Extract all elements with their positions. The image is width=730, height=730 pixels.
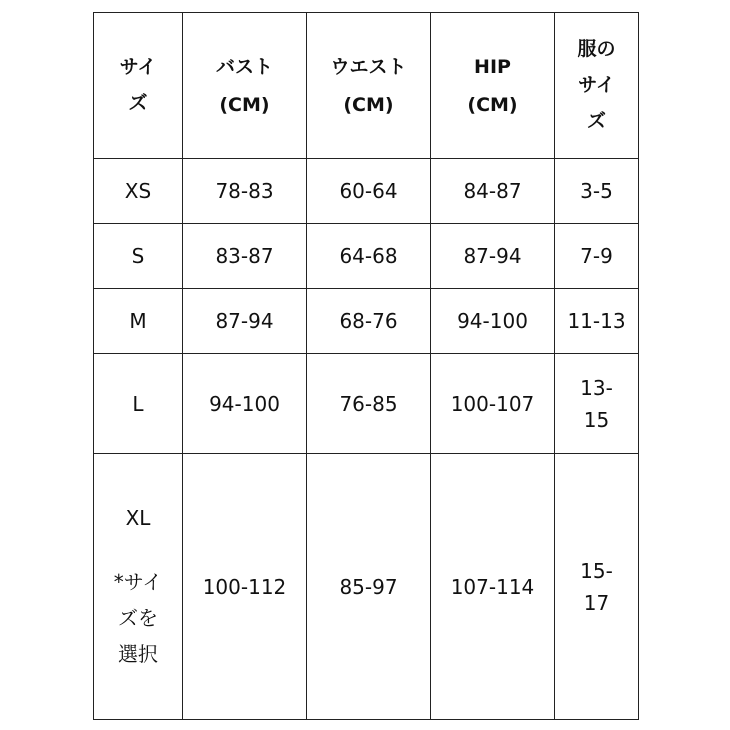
size-cell: L	[94, 354, 183, 454]
header-size: サイズ	[94, 13, 183, 159]
bust-cell: 83-87	[183, 224, 307, 289]
clothing-size-cell: 3-5	[555, 159, 639, 224]
size-note: *サイズを選択	[113, 569, 163, 666]
waist-cell: 68-76	[307, 289, 431, 354]
header-bust: バスト (CM)	[183, 13, 307, 159]
bust-cell: 78-83	[183, 159, 307, 224]
hip-cell: 84-87	[431, 159, 555, 224]
bust-cell: 100-112	[183, 454, 307, 720]
clothing-size-cell: 13-15	[555, 354, 639, 454]
waist-cell: 60-64	[307, 159, 431, 224]
size-code: XL	[125, 505, 151, 530]
clothing-size-cell: 15-17	[555, 454, 639, 720]
size-cell: S	[94, 224, 183, 289]
header-clothing-size: 服のサイズ	[555, 13, 639, 159]
hip-cell: 100-107	[431, 354, 555, 454]
size-cell: XS	[94, 159, 183, 224]
table-row	[94, 224, 639, 289]
size-chart-table	[93, 12, 639, 720]
waist-cell: 76-85	[307, 354, 431, 454]
header-row	[94, 13, 639, 159]
table-row	[94, 354, 639, 454]
clothing-size-cell: 7-9	[555, 224, 639, 289]
hip-cell: 107-114	[431, 454, 555, 720]
header-waist: ウエスト (CM)	[307, 13, 431, 159]
bust-cell: 87-94	[183, 289, 307, 354]
clothing-size-cell: 11-13	[555, 289, 639, 354]
header-hip: HIP (CM)	[431, 13, 555, 159]
size-cell: M	[94, 289, 183, 354]
waist-cell: 64-68	[307, 224, 431, 289]
hip-cell: 94-100	[431, 289, 555, 354]
hip-cell: 87-94	[431, 224, 555, 289]
bust-cell: 94-100	[183, 354, 307, 454]
table-row	[94, 289, 639, 354]
table-row	[94, 454, 639, 720]
waist-cell: 85-97	[307, 454, 431, 720]
table-row	[94, 159, 639, 224]
size-cell	[94, 454, 183, 720]
